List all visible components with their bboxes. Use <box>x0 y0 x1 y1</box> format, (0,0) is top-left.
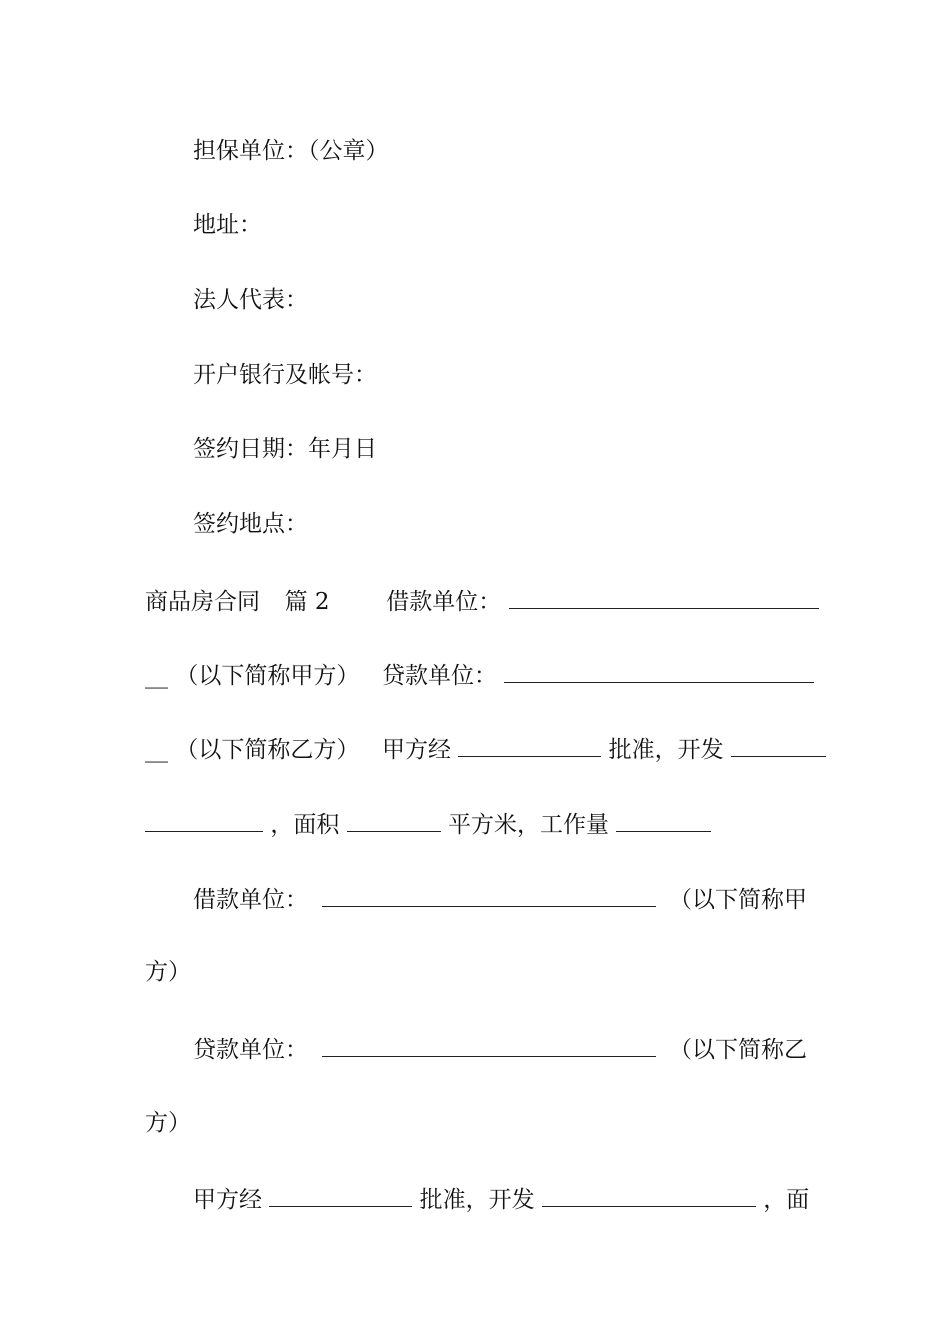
section-leading-blank-1: __ <box>145 663 168 689</box>
body-approval-prefix: 甲方经 <box>193 1187 262 1213</box>
body-approval-line <box>193 1180 810 1216</box>
body-lender-line <box>193 1030 807 1066</box>
section-leading-blank-2: __ <box>145 737 168 763</box>
section-approval-prefix: 甲方经 <box>381 737 451 763</box>
section-area-unit: 平方米，工作量 <box>447 812 609 838</box>
body-lender-suffix: （以下简称乙 <box>669 1037 807 1063</box>
section-number: 篇 2 <box>284 589 330 615</box>
body-borrower-cont-line <box>145 954 807 990</box>
section-area-blank <box>347 805 441 832</box>
guarantor-label: 担保单位：（公章） <box>193 138 389 164</box>
guarantor-line <box>193 133 807 169</box>
body-borrower-suffix-cont: 方） <box>145 959 191 985</box>
body-approval-end: ，面 <box>763 1187 810 1213</box>
section-workload-blank <box>616 805 711 832</box>
section-project-blank <box>145 805 263 832</box>
section-area-sep: ，面积 <box>270 812 340 838</box>
section-lender-blank <box>504 656 814 683</box>
body-lender-cont-line <box>145 1105 807 1141</box>
section-develop-blank <box>731 730 826 757</box>
body-borrower-blank <box>322 880 656 907</box>
body-borrower-line <box>193 880 807 916</box>
section-borrower-blank <box>509 582 819 609</box>
body-approval-mid: 批准，开发 <box>419 1187 535 1213</box>
section-area-line <box>145 805 807 841</box>
signing-date-line <box>193 431 807 467</box>
body-borrower-suffix: （以下简称甲 <box>669 887 807 913</box>
address-label: 地址： <box>193 212 262 238</box>
section-approval-line <box>145 730 807 766</box>
body-borrower-label: 借款单位： <box>193 887 308 913</box>
section-approval-mid: 批准，开发 <box>608 737 724 763</box>
body-lender-blank <box>322 1030 656 1057</box>
section-title: 商品房合同 <box>145 589 260 615</box>
section-approval-blank <box>458 730 601 757</box>
section-borrower-suffix: （以下简称甲方） <box>175 663 360 689</box>
legal-representative-line <box>193 282 807 318</box>
bank-account-label: 开户银行及帐号： <box>193 362 377 388</box>
body-lender-suffix-cont: 方） <box>145 1110 191 1136</box>
section-heading-line <box>145 582 807 618</box>
body-lender-label: 贷款单位： <box>193 1037 308 1063</box>
section-borrower-label: 借款单位： <box>386 589 502 615</box>
bank-account-line <box>193 357 807 393</box>
section-lender-label: 贷款单位： <box>381 663 497 689</box>
signing-date-label: 签约日期：年月日 <box>193 436 377 462</box>
signing-place-line <box>193 506 807 542</box>
body-approval-blank <box>269 1180 412 1207</box>
section-lender-suffix: （以下简称乙方） <box>175 737 360 763</box>
legal-representative-label: 法人代表： <box>193 287 308 313</box>
signing-place-label: 签约地点： <box>193 511 308 537</box>
address-line <box>193 207 807 243</box>
section-lender-line <box>145 656 807 692</box>
body-develop-blank <box>542 1180 756 1207</box>
